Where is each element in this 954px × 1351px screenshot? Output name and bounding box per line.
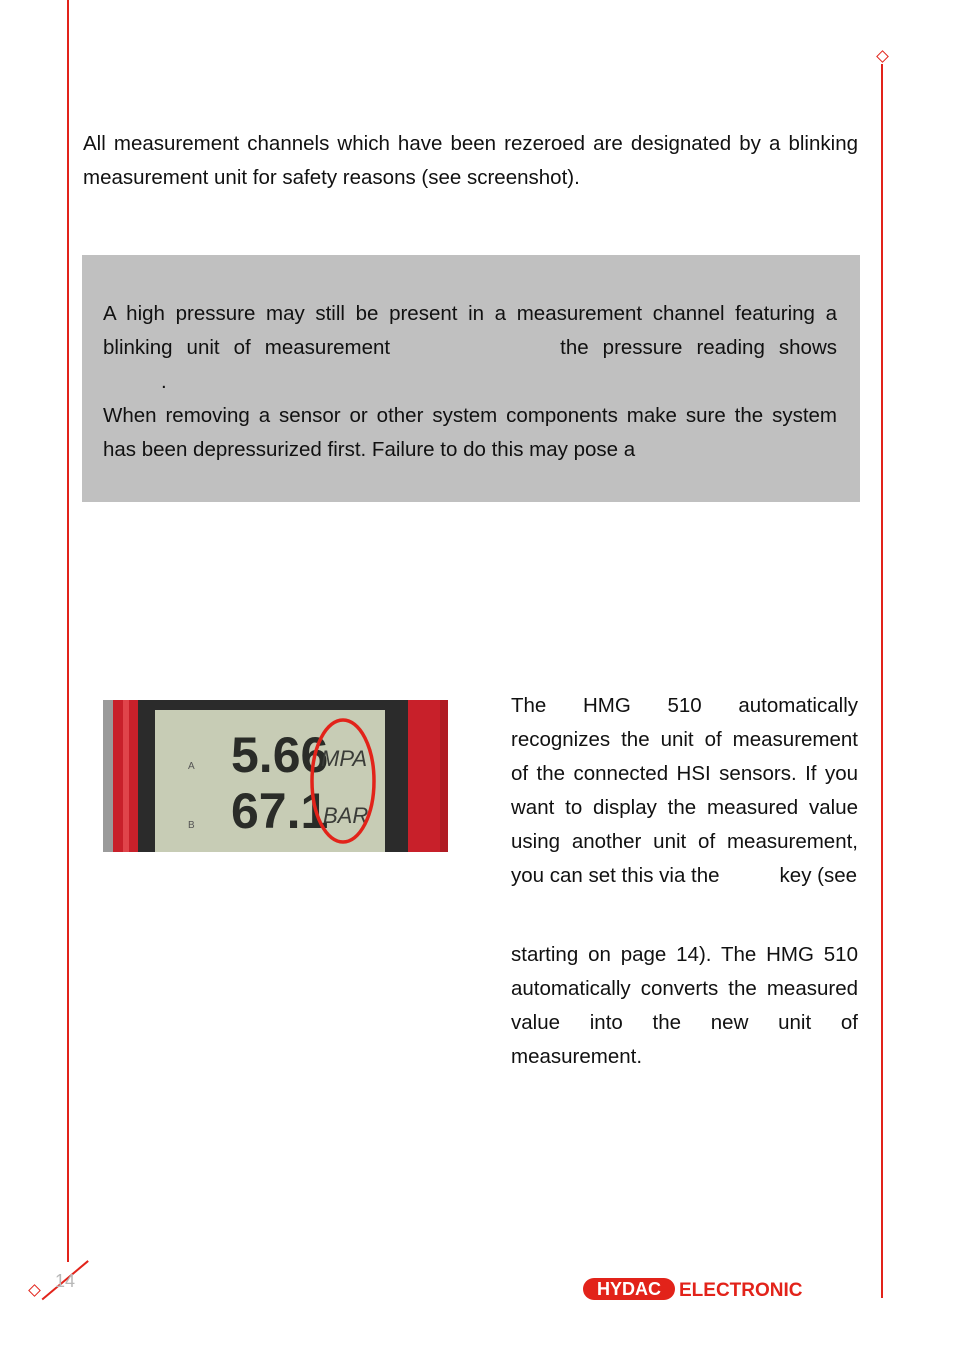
unit-description [511,689,858,1074]
unit-a: MPA [321,746,368,771]
reading-b: 67.1 [231,783,329,839]
logo-division: ELECTRONIC [679,1280,803,1301]
top-right-diamond [876,50,889,63]
channel-a-label: A [188,761,195,772]
display-photo [103,700,448,852]
unit-description-part-2: key (see [779,864,858,887]
warning-text [103,297,837,467]
intro-paragraph: All measurement channels which have been rezeroed are designated by a blinking measurement unit for safety reasons (see screenshot). [83,132,858,189]
warning-line-1: A high pressure may still be present in a measurement channel featuring a blinking unit of measurement [103,302,837,359]
unit-b: BAR [323,803,369,828]
unit-description-part-3: starting on page 14). The HMG 510 automatically converts the measured value into the new unit of measurement. [511,943,858,1068]
reading-a: 5.66 [231,727,329,783]
warning-line-1-tail: the pressure reading shows [560,336,837,359]
bottom-left-diamond [28,1284,41,1297]
unit-description-part-1: The HMG 510 automatically recognizes the unit of measurement of the connected HSI sensors. If you want to display the measured value using another unit of measurement, you can set this via the [511,694,858,887]
channel-b-label: B [188,820,195,831]
right-margin-rule [881,64,883,1298]
warning-line-1-end: . [161,370,167,393]
hydac-electronic-logo [583,1276,845,1302]
logo-brand: HYDAC [596,1279,662,1299]
warning-line-2: When removing a sensor or other system components make sure the system has been depressurized first. Failure to do this may pose a [103,404,837,461]
housing-right [408,700,440,852]
left-margin-rule [67,0,69,1262]
warning-box [82,255,860,502]
page-number: 14 [55,1271,76,1291]
